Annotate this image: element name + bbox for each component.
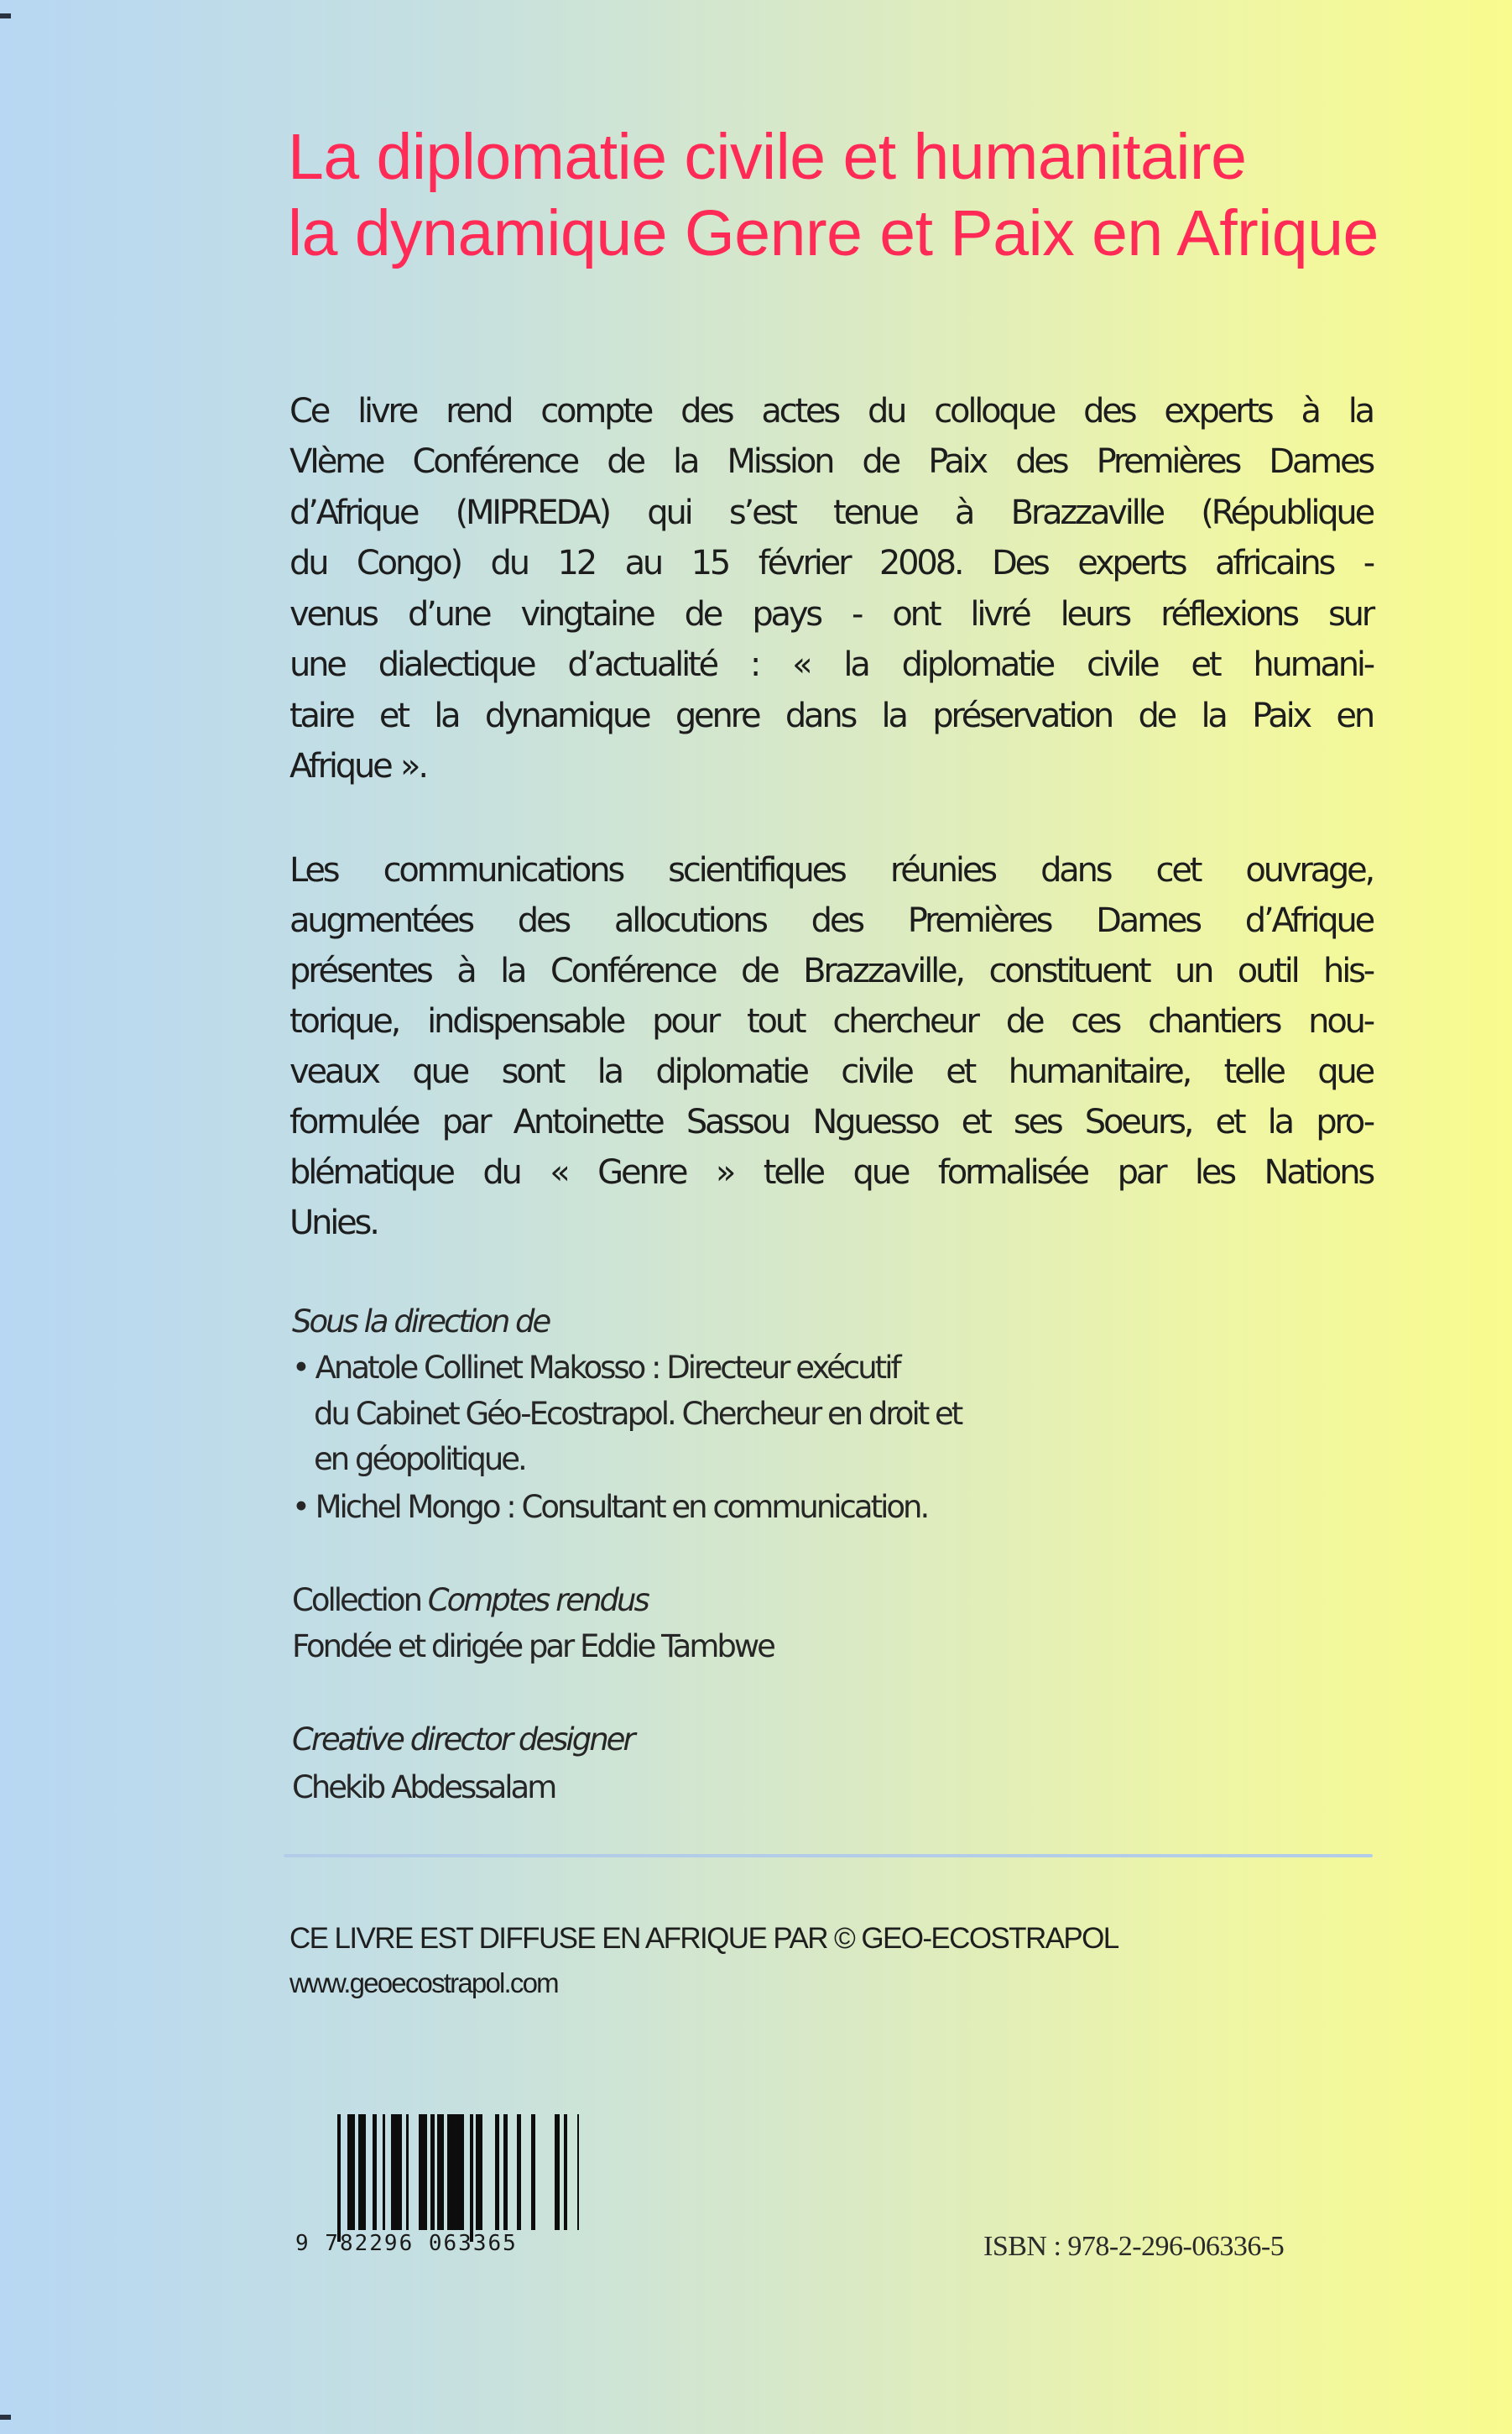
collection-name: Comptes rendus (427, 1582, 648, 1618)
text-line: venus d’une vingtaine de pays - ont livré leurs réflexions sur (289, 595, 1373, 634)
isbn-number: ISBN : 978-2-296-06336-5 (983, 2231, 1285, 2262)
text-line: veaux que sont la diplomatie civile et humanitaire, telle que (289, 1052, 1373, 1091)
text-line: d’Afrique (MIPREDA) qui s’est tenue à Brazzaville (République (289, 494, 1373, 532)
text-line: une dialectique d’actualité : « la diplomatie civile et humani- (289, 645, 1373, 684)
text-line: augmentées des allocutions des Premières Dames d’Afrique (289, 901, 1373, 940)
crop-mark-bottom (0, 2415, 11, 2420)
editor-line: en géopolitique. (314, 1441, 525, 1477)
text-line: Unies. (289, 1204, 378, 1242)
crop-mark-top (0, 13, 11, 18)
text-line: formulée par Antoinette Sassou Nguesso et ses Soeurs, et la pro- (289, 1103, 1373, 1141)
website-link[interactable]: www.geoecostrapol.com (289, 1967, 558, 1998)
text-line: VIème Conférence de la Mission de Paix des Premières Dames (289, 442, 1373, 481)
text-line: Afrique ». (289, 747, 426, 786)
editor-line: du Cabinet Géo-Ecostrapol. Chercheur en droit et (314, 1396, 962, 1432)
separator-line (284, 1854, 1373, 1857)
text-line: présentes à la Conférence de Brazzaville, constituent un outil his- (289, 952, 1373, 990)
text-line: du Congo) du 12 au 15 février 2008. Des experts africains - (289, 544, 1373, 582)
editor-line: • Michel Mongo : Consultant en communication. (292, 1489, 928, 1525)
text-line: torique, indispensable pour tout chercheur de ces chantiers nou- (289, 1002, 1373, 1041)
designer-name: Chekib Abdessalam (292, 1769, 555, 1805)
designer-role: Creative director designer (292, 1721, 633, 1758)
text-line: Ce livre rend compte des actes du colloque des experts à la (289, 392, 1373, 431)
text-line: Les communications scientifiques réunies dans cet ouvrage, (289, 851, 1373, 890)
title-line-2: la dynamique Genre et Paix en Afrique (288, 197, 1379, 269)
text-line: taire et la dynamique genre dans la préservation de la Paix en (289, 697, 1373, 735)
title-line-1: La diplomatie civile et humanitaire (288, 121, 1247, 193)
collection-label: Collection (292, 1582, 421, 1618)
collection-founder: Fondée et dirigée par Eddie Tambwe (292, 1628, 774, 1664)
barcode-digits: 9 782296 063365 (295, 2231, 518, 2256)
barcode (295, 2113, 579, 2264)
editors-heading: Sous la direction de (292, 1303, 550, 1340)
editor-line: • Anatole Collinet Makosso : Directeur exécutif (292, 1350, 899, 1386)
text-line: blématique du « Genre » telle que formalisée par les Nations (289, 1153, 1373, 1192)
distribution-notice: CE LIVRE EST DIFFUSE EN AFRIQUE PAR © GEO-ECOSTRAPOL (289, 1922, 1118, 1955)
